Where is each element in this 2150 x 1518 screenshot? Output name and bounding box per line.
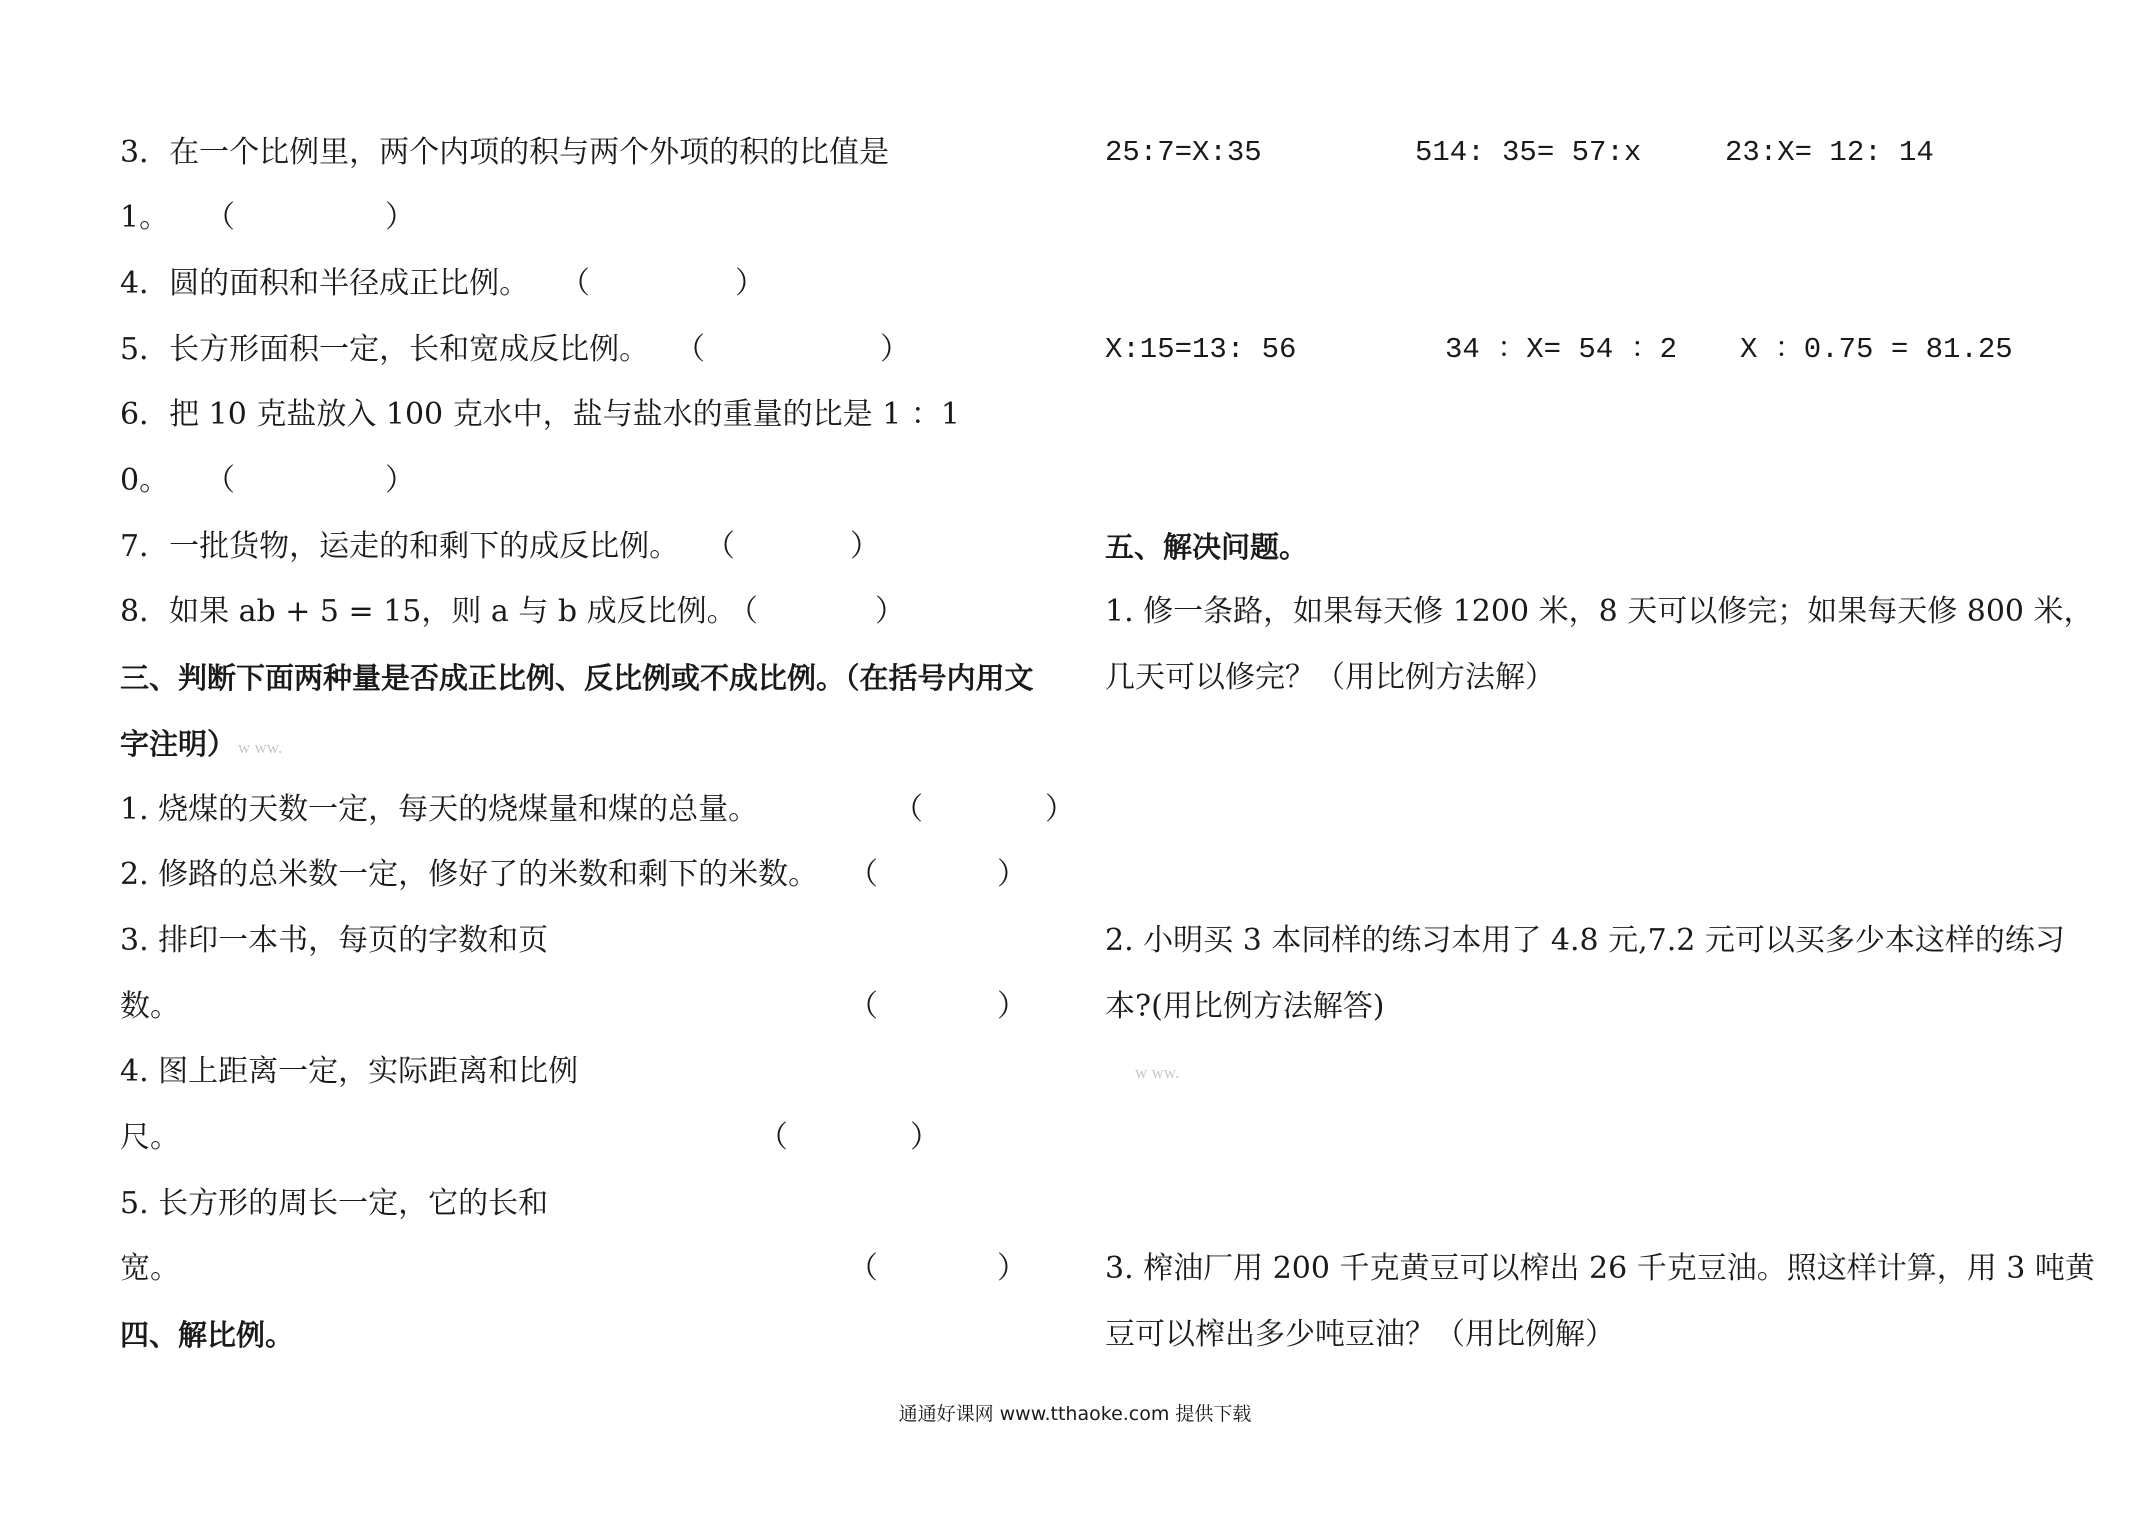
answer-paren-close: ） xyxy=(735,266,765,301)
answer-paren-open: （ xyxy=(848,857,878,892)
equation-5: 34 ：X= 54 ：2 xyxy=(1445,333,1678,366)
question-6-line-1: 6．把 10 克盐放入 100 克水中，盐与盐水的重量的比是 1 ：1 xyxy=(120,397,960,432)
answer-paren-close: ） xyxy=(997,1251,1027,1286)
section-3-title-line-1: 三、判断下面两种量是否成正比例、反比例或不成比例。（在括号内用文 xyxy=(120,661,1034,695)
question-5: 5．长方形面积一定，长和宽成反比例。 xyxy=(120,332,650,367)
question-7: 7．一批货物，运走的和剩下的成反比例。 xyxy=(120,529,680,564)
equation-3: 23:X= 12: 14 xyxy=(1725,136,1934,169)
section-5-title: 五、解决问题。 xyxy=(1105,530,1309,564)
question-3-line-2: 1。 xyxy=(120,200,170,235)
problem-3-line-2: 豆可以榨出多少吨豆油？（用比例解） xyxy=(1105,1317,1615,1352)
section-3-question-4-line-2: 尺。 xyxy=(120,1120,180,1155)
answer-paren-close: ） xyxy=(880,332,910,367)
watermark: w ww. xyxy=(1135,1063,1180,1082)
answer-paren-open: （ xyxy=(893,792,923,827)
answer-paren-open: （ xyxy=(758,1120,788,1155)
answer-paren-close: ） xyxy=(875,594,905,629)
question-3-line-1: 3．在一个比例里，两个内项的积与两个外项的积的比值是 xyxy=(120,135,890,170)
equation-6: X ：0.75 = 81.25 xyxy=(1740,333,2013,366)
answer-paren-open: （ xyxy=(848,1251,878,1286)
section-4-title: 四、解比例。 xyxy=(120,1318,295,1352)
answer-paren-open: （ xyxy=(728,594,758,629)
answer-paren-open: （ xyxy=(205,463,235,498)
answer-paren-open: （ xyxy=(560,266,590,301)
problem-1-line-1: 1. 修一条路，如果每天修 1200 米，8 天可以修完；如果每天修 800 米， xyxy=(1105,594,2094,629)
section-3-question-3-line-2: 数。 xyxy=(120,989,180,1024)
answer-paren-open: （ xyxy=(205,200,235,235)
section-3-question-5-line-2: 宽。 xyxy=(120,1251,180,1286)
equation-1: 25:7=X:35 xyxy=(1105,136,1262,169)
answer-paren-open: （ xyxy=(675,332,705,367)
problem-1-line-2: 几天可以修完？（用比例方法解） xyxy=(1105,660,1555,695)
page-footer: 通通好课网 www.tthaoke.com 提供下载 xyxy=(898,1403,1252,1425)
answer-paren-close: ） xyxy=(910,1120,940,1155)
section-3-question-1: 1. 烧煤的天数一定，每天的烧煤量和煤的总量。 xyxy=(120,792,759,827)
question-8: 8．如果 ab + 5 = 15，则 a 与 b 成反比例。 xyxy=(120,594,737,629)
answer-paren-open: （ xyxy=(705,529,735,564)
answer-paren-close: ） xyxy=(850,529,880,564)
section-3-question-5-line-1: 5. 长方形的周长一定，它的长和 xyxy=(120,1186,549,1221)
section-3-question-3-line-1: 3. 排印一本书，每页的字数和页 xyxy=(120,923,549,958)
answer-paren-open: （ xyxy=(848,989,878,1024)
problem-2-line-1: 2. 小明买 3 本同样的练习本用了 4.8 元,7.2 元可以买多少本这样的练习 xyxy=(1105,923,2065,958)
question-4: 4．圆的面积和半径成正比例。 xyxy=(120,266,530,301)
section-3-title-line-2: 字注明） xyxy=(120,727,237,761)
section-3-question-2: 2. 修路的总米数一定，修好了的米数和剩下的米数。 xyxy=(120,857,819,892)
equation-2: 514: 35= 57:x xyxy=(1415,136,1642,169)
answer-paren-close: ） xyxy=(997,989,1027,1024)
answer-paren-close: ） xyxy=(385,200,415,235)
answer-paren-close: ） xyxy=(997,857,1027,892)
question-6-line-2: 0。 xyxy=(120,463,170,498)
answer-paren-close: ） xyxy=(1045,792,1075,827)
watermark: w ww. xyxy=(238,738,283,757)
equation-4: X:15=13: 56 xyxy=(1105,333,1297,366)
problem-2-line-2: 本?(用比例方法解答) xyxy=(1105,989,1385,1024)
section-3-question-4-line-1: 4. 图上距离一定，实际距离和比例 xyxy=(120,1054,579,1089)
answer-paren-close: ） xyxy=(385,463,415,498)
problem-3-line-1: 3. 榨油厂用 200 千克黄豆可以榨出 26 千克豆油。照这样计算，用 3 吨黄 xyxy=(1105,1251,2095,1286)
